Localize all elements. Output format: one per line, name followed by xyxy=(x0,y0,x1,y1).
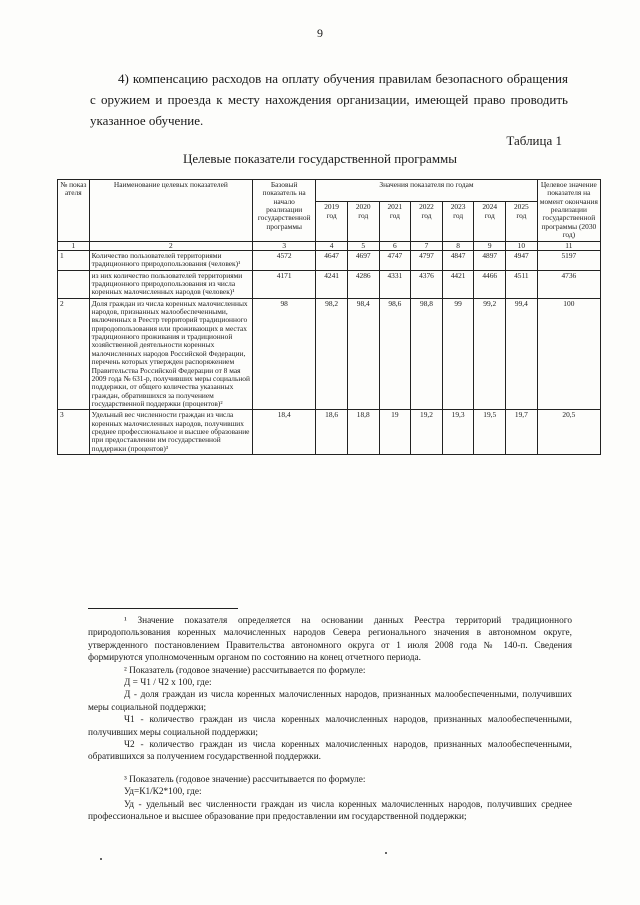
row-year-value: 18,6 xyxy=(316,410,348,455)
row-base: 18,4 xyxy=(253,410,316,455)
scan-speck xyxy=(385,852,387,854)
header-target: Целевое значение показателя на момент окончания реализации государственной программы (2030 год) xyxy=(537,180,600,242)
header-year: 2024 год xyxy=(474,202,506,241)
row-num xyxy=(58,270,90,298)
table-row xyxy=(58,298,601,410)
header-num: № показ ателя xyxy=(58,180,90,242)
row-year-value: 4466 xyxy=(474,270,506,298)
row-year-value: 4697 xyxy=(347,250,379,270)
table-title: Целевые показатели государственной программы xyxy=(182,151,457,166)
column-number: 11 xyxy=(537,241,600,250)
row-year-value: 4376 xyxy=(411,270,443,298)
column-number: 5 xyxy=(347,241,379,250)
footnote-2-ch2: Ч2 - количество граждан из числа коренных малочисленных народов, признанных малообеспеченными, обратившихся за получением государственной поддержки. xyxy=(88,740,572,763)
footnote-2-formula: Д = Ч1 / Ч2 x 100, где: xyxy=(124,678,212,689)
intro-paragraph: 4) компенсацию расходов на оплату обучения правилам безопасного обращения с оружием и проезда к месту нахождения организации, имеющей право проводить указанное обучение. xyxy=(90,71,568,128)
header-year: 2021 год xyxy=(379,202,411,241)
row-target: 5197 xyxy=(537,250,600,270)
row-name: из них количество пользователей территориями традиционного природопользования из числа коренных малочисленных народов (человек)¹ xyxy=(89,270,252,298)
row-year-value: 19,3 xyxy=(442,410,474,455)
table-row xyxy=(58,250,601,270)
column-number: 1 xyxy=(58,241,90,250)
target-indicators-table xyxy=(57,179,601,455)
row-year-value: 19,7 xyxy=(506,410,538,455)
row-year-value: 98,2 xyxy=(316,298,348,410)
header-year: 2023 год xyxy=(442,202,474,241)
column-numbers-row xyxy=(58,241,601,250)
footnote-2-d: Д - доля граждан из числа коренных малочисленных народов, признанных малообеспеченными, получивших меры социальной поддержки; xyxy=(88,690,572,713)
row-base: 98 xyxy=(253,298,316,410)
row-num: 3 xyxy=(58,410,90,455)
row-year-value: 4511 xyxy=(506,270,538,298)
row-base: 4171 xyxy=(253,270,316,298)
row-year-value: 4421 xyxy=(442,270,474,298)
row-year-value: 99,4 xyxy=(506,298,538,410)
table-label: Таблица 1 xyxy=(506,133,562,148)
header-year: 2019 год xyxy=(316,202,348,241)
row-year-value: 18,8 xyxy=(347,410,379,455)
footnotes-section xyxy=(88,608,572,824)
footnote-3-formula: Уд=К1/К2*100, где: xyxy=(124,787,202,798)
footnote-1: ¹ Значение показателя определяется на основании данных Реестра территорий традиционного природопользования коренных малочисленных народов Севера регионального значения в автономном округе, утвержденного постановлением Правительства автономного округа от 1 июля 2008 года № 140-п. Сведения формируются уполномоченным органом по состоянию на конец отчетного периода. xyxy=(88,616,572,664)
header-base: Базовый показатель на начало реализации государственной программы xyxy=(253,180,316,242)
row-year-value: 19,2 xyxy=(411,410,443,455)
column-number: 8 xyxy=(442,241,474,250)
row-year-value: 4647 xyxy=(316,250,348,270)
row-target: 4736 xyxy=(537,270,600,298)
row-year-value: 19,5 xyxy=(474,410,506,455)
column-number: 9 xyxy=(474,241,506,250)
footnote-2-ch1: Ч1 - количество граждан из числа коренных малочисленных народов, признанных малообеспеченными, получивших меры социальной поддержки; xyxy=(88,715,572,738)
row-target: 100 xyxy=(537,298,600,410)
column-number: 7 xyxy=(411,241,443,250)
row-name: Доля граждан из числа коренных малочисленных народов, признанных малообеспеченными, включенных в Реестр территорий традиционного природопользования или проживающих в местах традиционного проживания и традиционной хозяйственной деятельности коренных малочисленных народов Российской Федерации, перечень которых утвержден распоряжением Правительства Российской Федерации от 8 мая 2009 года № 631-р, получивших меры социальной поддержки, от общего количества указанных граждан, обратившихся за получением государственной поддержки (процентов)² xyxy=(89,298,252,410)
row-year-value: 19 xyxy=(379,410,411,455)
row-year-value: 98,4 xyxy=(347,298,379,410)
footnote-3-ud: Уд - удельный вес численности граждан из числа коренных малочисленных народов, получивших среднее профессиональное и высшее образование при предоставлении им государственной поддержки; xyxy=(88,799,572,823)
table-header-row xyxy=(58,180,601,202)
header-year: 2020 год xyxy=(347,202,379,241)
header-values-group: Значения показателя по годам xyxy=(316,180,537,202)
row-year-value: 4241 xyxy=(316,270,348,298)
row-num: 2 xyxy=(58,298,90,410)
footnote-divider xyxy=(88,608,238,609)
footnote-2-intro: ² Показатель (годовое значение) рассчитывается по формуле: xyxy=(124,665,366,676)
row-year-value: 4797 xyxy=(411,250,443,270)
row-year-value: 4847 xyxy=(442,250,474,270)
row-base: 4572 xyxy=(253,250,316,270)
row-year-value: 98,6 xyxy=(379,298,411,410)
row-name: Удельный вес численности граждан из числа коренных малочисленных народов, получивших среднее профессиональное и высшее образование при предоставлении им государственной поддержки (процентов)³ xyxy=(89,410,252,455)
row-year-value: 4897 xyxy=(474,250,506,270)
row-target: 20,5 xyxy=(537,410,600,455)
intro-section xyxy=(90,68,568,131)
column-number: 2 xyxy=(89,241,252,250)
column-number: 10 xyxy=(506,241,538,250)
header-name: Наименование целевых показателей xyxy=(89,180,252,242)
page-number: 9 xyxy=(317,26,323,40)
column-number: 3 xyxy=(253,241,316,250)
column-number: 4 xyxy=(316,241,348,250)
row-year-value: 99 xyxy=(442,298,474,410)
row-year-value: 98,8 xyxy=(411,298,443,410)
row-year-value: 4947 xyxy=(506,250,538,270)
row-num: 1 xyxy=(58,250,90,270)
footnote-3-intro: ³ Показатель (годовое значение) рассчитывается по формуле: xyxy=(124,774,366,785)
table-row xyxy=(58,410,601,455)
row-year-value: 4747 xyxy=(379,250,411,270)
row-year-value: 4331 xyxy=(379,270,411,298)
row-year-value: 99,2 xyxy=(474,298,506,410)
header-year: 2022 год xyxy=(411,202,443,241)
scan-speck xyxy=(100,858,102,860)
header-year: 2025 год xyxy=(506,202,538,241)
row-name: Количество пользователей территориями традиционного природопользования (человек)¹ xyxy=(89,250,252,270)
table-row xyxy=(58,270,601,298)
column-number: 6 xyxy=(379,241,411,250)
row-year-value: 4286 xyxy=(347,270,379,298)
